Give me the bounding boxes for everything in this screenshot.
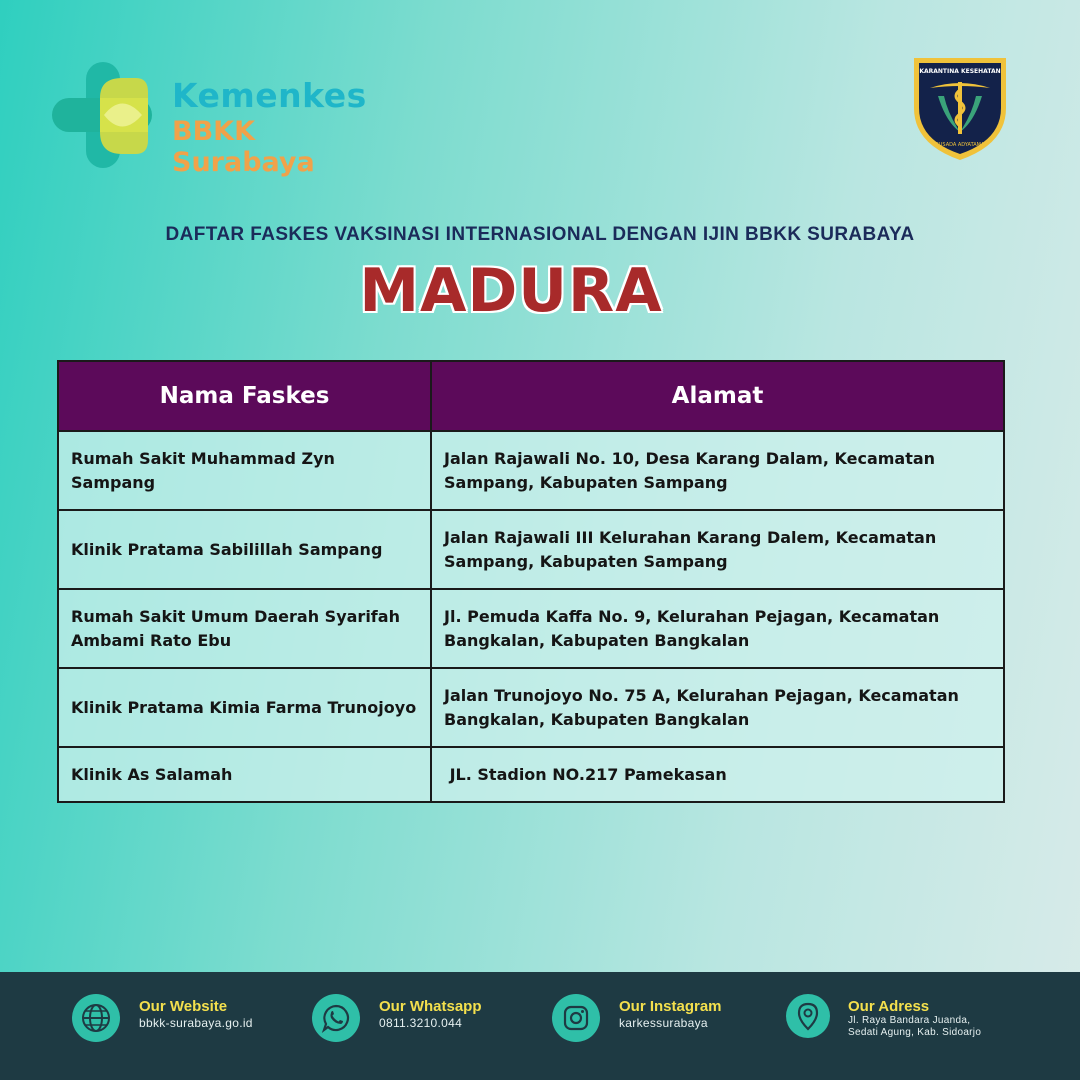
kemenkes-logo-icon xyxy=(52,62,152,168)
footer-address-title: Our Adress xyxy=(848,998,930,1015)
footer-whatsapp-title: Our Whatsapp xyxy=(379,998,482,1015)
table-row xyxy=(58,510,1004,589)
cell-nama: Klinik Pratama Sabilillah Sampang xyxy=(58,510,431,589)
footer-website-value[interactable]: bbkk-surabaya.go.id xyxy=(139,1016,253,1030)
footer xyxy=(0,972,1080,1080)
table-row xyxy=(58,668,1004,747)
location-pin-icon xyxy=(786,994,830,1038)
whatsapp-icon xyxy=(312,994,360,1042)
faskes-table xyxy=(57,360,1005,803)
column-header-alamat: Alamat xyxy=(431,361,1004,431)
cell-alamat: Jalan Trunojoyo No. 75 A, Kelurahan Pejagan, Kecamatan Bangkalan, Kabupaten Bangkalan xyxy=(431,668,1004,747)
table-header-row xyxy=(58,361,1004,431)
footer-address-line1: Jl. Raya Bandara Juanda, xyxy=(848,1015,971,1026)
footer-address-line2: Sedati Agung, Kab. Sidoarjo xyxy=(848,1027,982,1038)
region-title: MADURA xyxy=(359,256,663,326)
table-row xyxy=(58,589,1004,668)
cell-nama: Klinik Pratama Kimia Farma Trunojoyo xyxy=(58,668,431,747)
brand-subname: BBKK Surabaya xyxy=(172,116,315,178)
table-row xyxy=(58,431,1004,510)
brand-name: Kemenkes xyxy=(172,76,367,115)
column-header-nama: Nama Faskes xyxy=(58,361,431,431)
svg-text:SUSADA ADYATAMA: SUSADA ADYATAMA xyxy=(935,142,985,148)
cell-alamat: Jalan Rajawali III Kelurahan Karang Dalem, Kecamatan Sampang, Kabupaten Sampang xyxy=(431,510,1004,589)
footer-whatsapp-value[interactable]: 0811.3210.044 xyxy=(379,1016,463,1030)
footer-instagram-title: Our Instagram xyxy=(619,998,722,1015)
footer-instagram-value[interactable]: karkessurabaya xyxy=(619,1016,708,1030)
instagram-icon xyxy=(552,994,600,1042)
cell-alamat: Jalan Rajawali No. 10, Desa Karang Dalam, Kecamatan Sampang, Kabupaten Sampang xyxy=(431,431,1004,510)
karantina-shield-icon xyxy=(908,52,1012,164)
cell-alamat: Jl. Pemuda Kaffa No. 9, Kelurahan Pejagan, Kecamatan Bangkalan, Kabupaten Bangkalan xyxy=(431,589,1004,668)
cell-nama: Klinik As Salamah xyxy=(58,747,431,802)
kemenkes-logo xyxy=(52,62,392,178)
cell-nama: Rumah Sakit Muhammad Zyn Sampang xyxy=(58,431,431,510)
cell-alamat: JL. Stadion NO.217 Pamekasan xyxy=(431,747,1004,802)
footer-website-title: Our Website xyxy=(139,998,228,1015)
cell-nama: Rumah Sakit Umum Daerah Syarifah Ambami Rato Ebu xyxy=(58,589,431,668)
page-subtitle: DAFTAR FASKES VAKSINASI INTERNASIONAL DENGAN IJIN BBKK SURABAYA xyxy=(165,224,915,245)
table-row xyxy=(58,747,1004,802)
globe-icon xyxy=(72,994,120,1042)
svg-text:KARANTINA KESEHATAN: KARANTINA KESEHATAN xyxy=(919,68,1001,75)
